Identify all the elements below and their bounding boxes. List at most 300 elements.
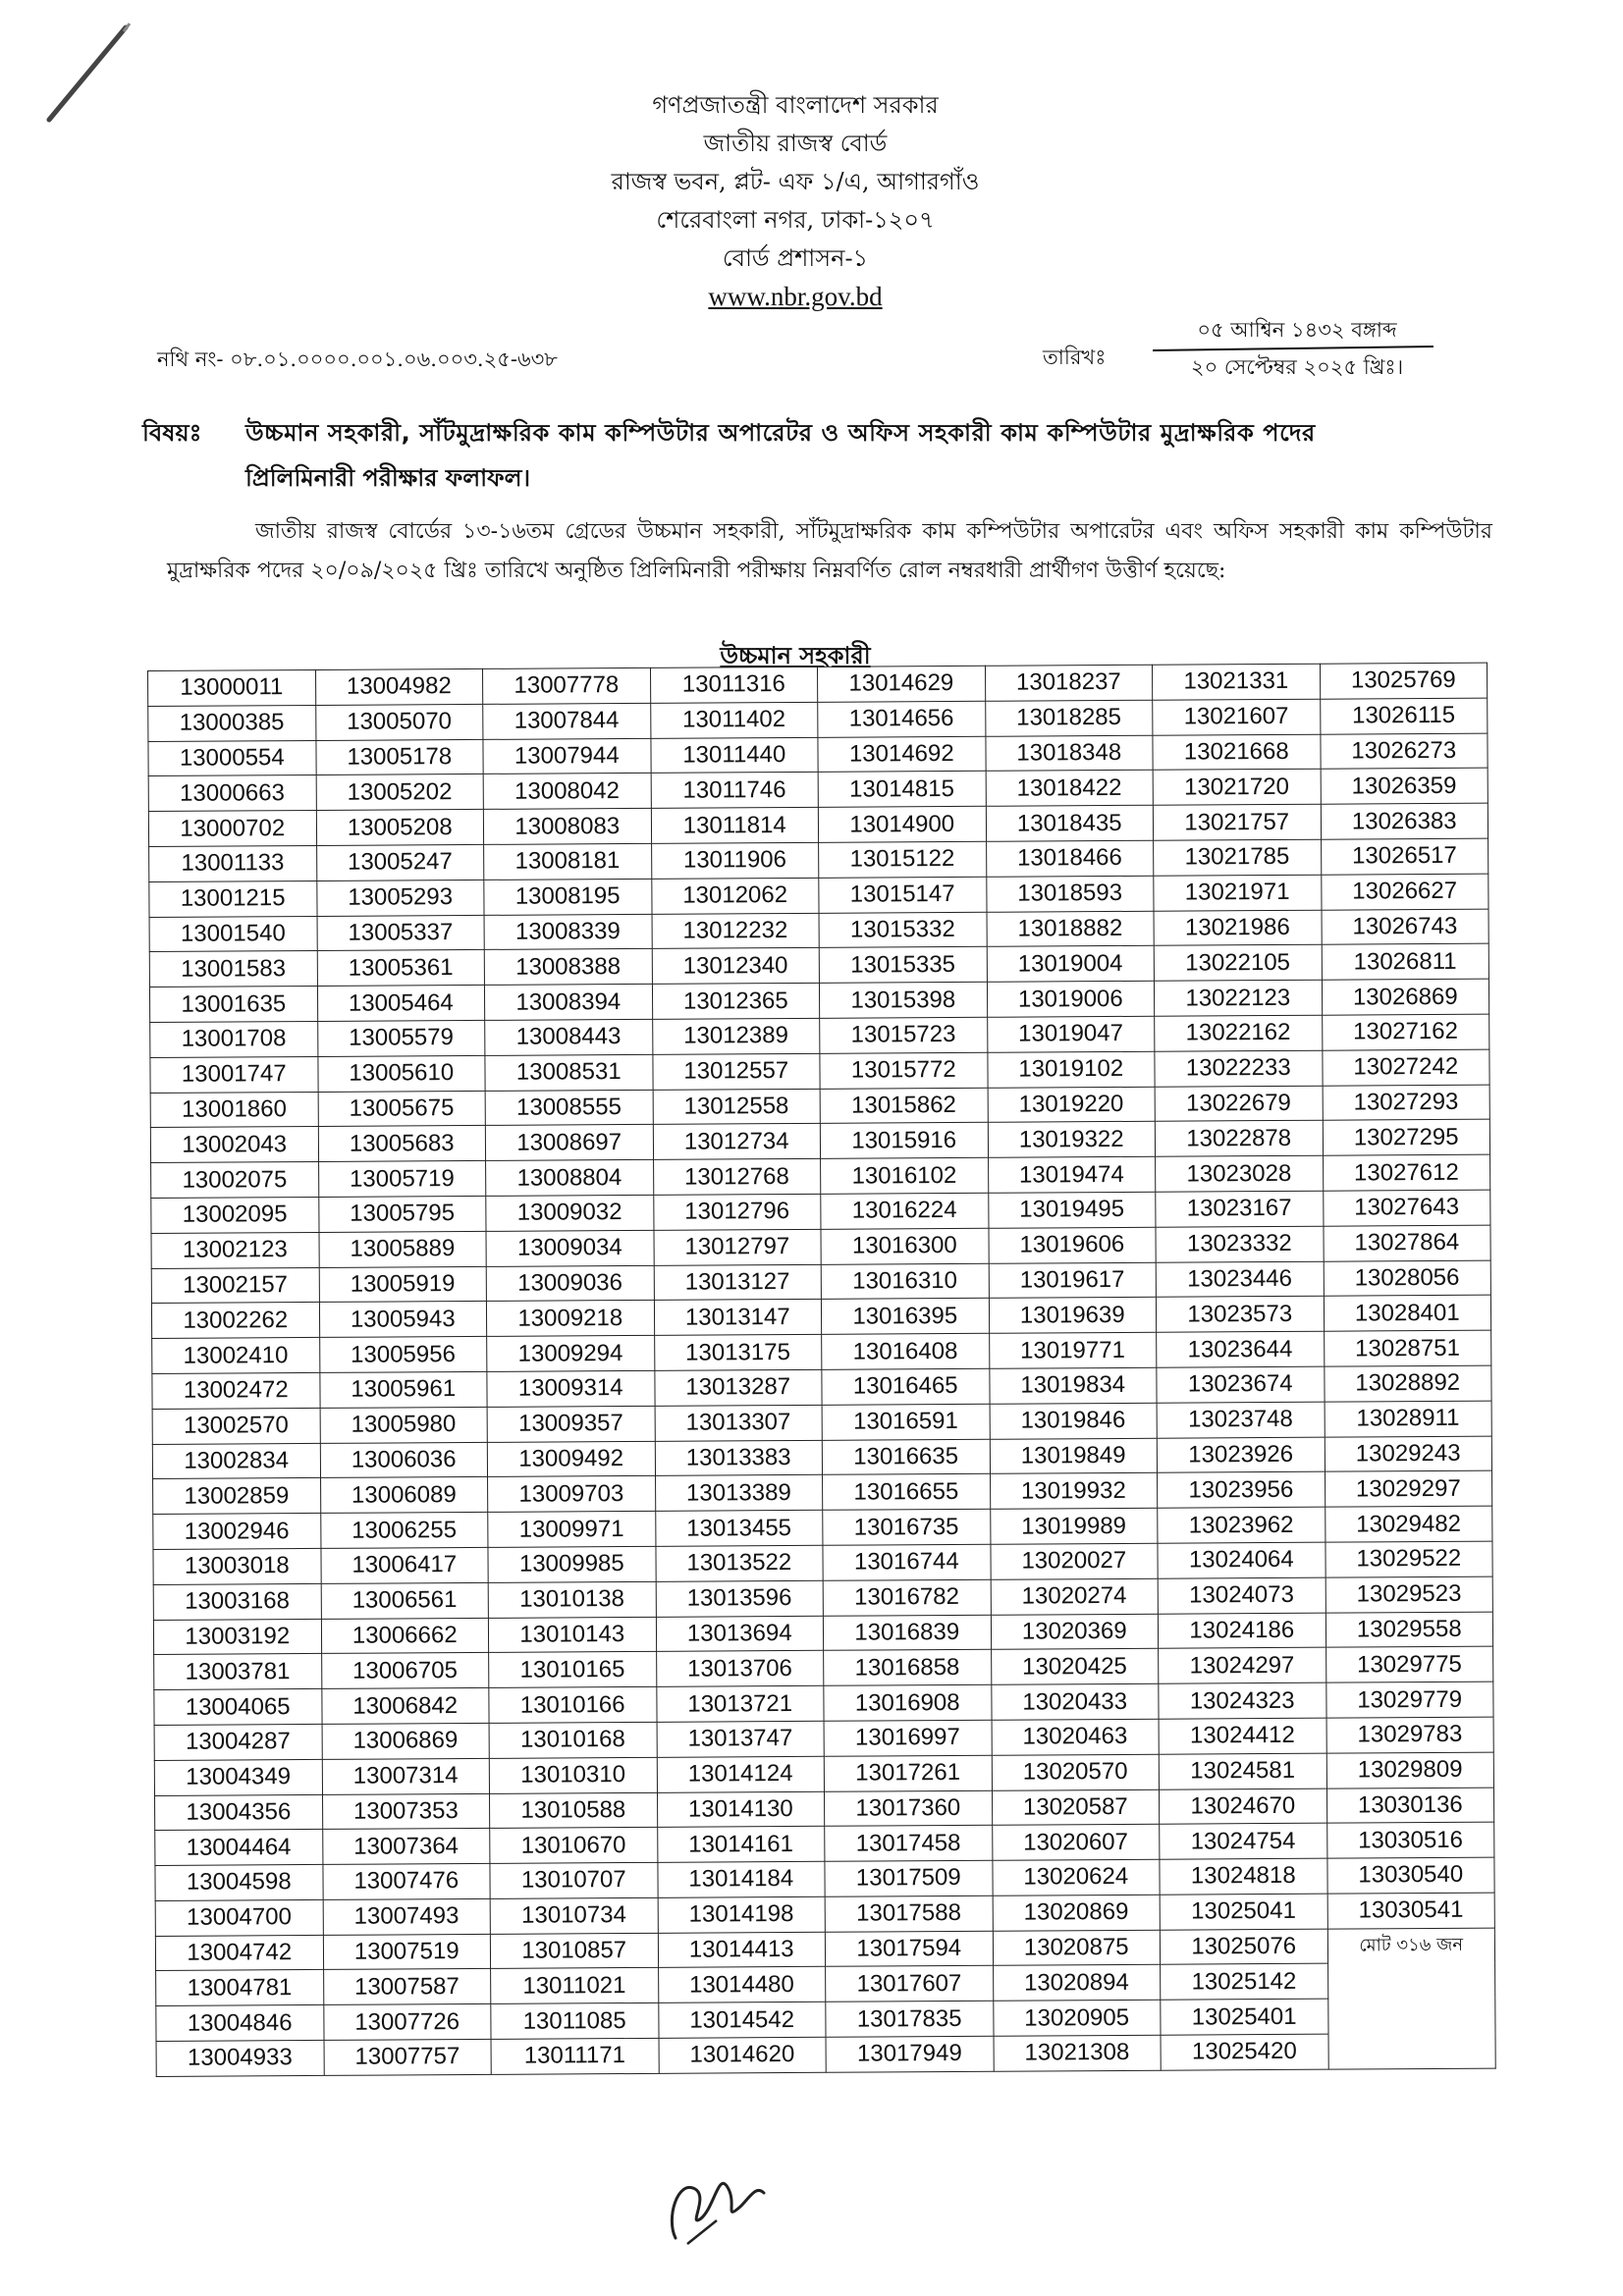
roll-number-cell: 13009492 [487, 1441, 655, 1477]
roll-number-cell: 13008443 [485, 1019, 653, 1055]
roll-number-cell: 13013747 [657, 1721, 825, 1757]
roll-number-cell: 13008042 [483, 774, 651, 810]
roll-number-cell: 13010310 [489, 1757, 657, 1793]
roll-number-cell: 13018435 [986, 805, 1154, 841]
roll-number-cell: 13006842 [321, 1688, 489, 1725]
roll-number-cell: 13029779 [1325, 1682, 1493, 1718]
roll-number-cell: 13016782 [823, 1579, 991, 1616]
roll-number-cell: 13007778 [482, 667, 650, 704]
roll-number-cell: 13029482 [1325, 1506, 1492, 1542]
roll-number-cell: 13022123 [1154, 980, 1322, 1016]
roll-number-cell: 13005610 [317, 1055, 485, 1092]
roll-number-cell: 13014542 [658, 2002, 826, 2039]
roll-number-cell: 13015723 [820, 1017, 988, 1053]
roll-number-cell: 13020433 [991, 1683, 1159, 1720]
roll-number-cell: 13017835 [826, 2002, 994, 2038]
pen-mark [39, 20, 137, 128]
roll-number-cell: 13002123 [151, 1232, 319, 1268]
roll-number-cell: 13015772 [820, 1052, 988, 1089]
roll-number-cell: 13005675 [318, 1091, 486, 1127]
roll-number-cell: 13009034 [486, 1230, 654, 1266]
roll-number-cell: 13021308 [994, 2035, 1162, 2071]
roll-number-cell: 13001635 [149, 987, 317, 1023]
roll-number-cell: 13019322 [988, 1122, 1156, 1158]
roll-number-cell: 13020027 [990, 1543, 1158, 1579]
roll-number-cell: 13020463 [992, 1719, 1160, 1755]
roll-number-cell: 13019989 [990, 1508, 1158, 1544]
roll-number-cell: 13007476 [322, 1863, 490, 1899]
roll-number-cell: 13016310 [821, 1263, 989, 1300]
roll-number-cell: 13005208 [316, 810, 484, 846]
roll-number-cell: 13000663 [148, 775, 316, 812]
roll-number-cell: 13028911 [1325, 1401, 1492, 1437]
roll-number-cell: 13000702 [148, 811, 316, 847]
roll-number-cell: 13003192 [153, 1619, 321, 1655]
roll-number-cell: 13021720 [1153, 770, 1321, 806]
roll-number-cell: 13025401 [1161, 1999, 1328, 2035]
roll-number-cell: 13021607 [1153, 699, 1321, 735]
letterhead [393, 86, 1198, 316]
subject [142, 410, 1488, 492]
roll-number-cell: 13009703 [488, 1476, 656, 1513]
roll-number-cell: 13007364 [322, 1829, 490, 1865]
roll-number-cell: 13014124 [657, 1756, 825, 1792]
roll-number-cell: 13007944 [483, 738, 651, 774]
roll-number-cell: 13003168 [153, 1583, 321, 1620]
roll-number-cell: 13016591 [822, 1404, 990, 1440]
roll-number-cell: 13019771 [989, 1332, 1157, 1368]
roll-number-cell: 13005956 [319, 1337, 487, 1373]
roll-number-cell: 13014198 [658, 1896, 826, 1933]
roll-number-cell: 13012062 [651, 878, 819, 914]
roll-number-cell: 13013721 [656, 1685, 824, 1722]
roll-number-cell: 13020894 [993, 1965, 1161, 2002]
roll-number-cell: 13005795 [318, 1196, 486, 1232]
roll-number-cell: 13021331 [1152, 664, 1320, 700]
roll-number-cell: 13009971 [488, 1511, 656, 1547]
roll-number-cell: 13023962 [1158, 1507, 1325, 1543]
roll-number-cell: 13010143 [488, 1617, 656, 1653]
roll-number-cell: 13023167 [1156, 1191, 1324, 1227]
roll-number-cell: 13012365 [652, 983, 820, 1019]
roll-number-cell: 13022233 [1155, 1050, 1323, 1087]
roll-number-cell: 13017949 [826, 2036, 994, 2072]
roll-number-cell: 13004349 [154, 1759, 322, 1795]
roll-number-cell: 13012389 [652, 1018, 820, 1054]
roll-number-cell: 13018237 [985, 665, 1153, 701]
empty-cell [1327, 1998, 1495, 2034]
date-block [1043, 310, 1435, 389]
roll-number-cell: 13015335 [819, 947, 987, 984]
roll-number-cell: 13013383 [655, 1440, 823, 1476]
roll-number-cell: 13014620 [659, 2037, 827, 2073]
roll-number-cell: 13025420 [1161, 2034, 1328, 2070]
roll-number-cell: 13002095 [151, 1197, 319, 1233]
roll-number-cell: 13017261 [824, 1755, 992, 1791]
roll-number-cell: 13030541 [1327, 1893, 1495, 1929]
roll-number-cell: 13013706 [656, 1651, 824, 1687]
roll-number-cell: 13009357 [487, 1406, 655, 1442]
roll-number-cell: 13014815 [818, 772, 986, 808]
roll-number-cell: 13019102 [987, 1051, 1155, 1088]
roll-number-cell: 13011171 [491, 2038, 659, 2074]
roll-number-cell: 13029783 [1326, 1717, 1494, 1753]
roll-number-cell: 13029775 [1325, 1646, 1493, 1682]
roll-number-cell: 13012232 [652, 913, 820, 949]
roll-number-cell: 13025769 [1320, 663, 1488, 699]
roll-number-cell: 13011402 [650, 702, 818, 738]
roll-number-cell: 13023956 [1158, 1472, 1325, 1509]
roll-number-cell: 13020587 [992, 1789, 1160, 1826]
roll-number-cell: 13014184 [657, 1861, 825, 1897]
empty-cell [1327, 1963, 1495, 2000]
roll-number-cell: 13014656 [818, 701, 986, 737]
roll-number-cell: 13029809 [1326, 1752, 1494, 1789]
roll-number-cell: 13029297 [1325, 1470, 1492, 1507]
roll-number-cell: 13021971 [1154, 875, 1322, 911]
roll-number-cell: 13023446 [1156, 1261, 1324, 1298]
roll-number-cell: 13026383 [1321, 803, 1488, 839]
roll-number-cell: 13009314 [487, 1370, 655, 1407]
roll-number-cell: 13019846 [990, 1403, 1158, 1439]
roll-number-cell: 13005337 [317, 915, 485, 951]
roll-number-cell: 13001708 [150, 1021, 318, 1057]
roll-number-cell: 13009032 [486, 1195, 654, 1231]
roll-number-cell: 13004700 [155, 1899, 323, 1936]
roll-number-cell: 13018882 [987, 911, 1155, 947]
roll-number-cell: 13022105 [1154, 945, 1322, 982]
roll-number-cell: 13016300 [821, 1228, 989, 1264]
roll-number-cell: 13019004 [987, 946, 1155, 983]
roll-number-cell: 13007493 [323, 1898, 491, 1935]
roll-number-cell: 13027612 [1323, 1154, 1490, 1191]
roll-number-cell: 13006561 [321, 1582, 489, 1619]
roll-number-cell: 13007353 [322, 1793, 490, 1830]
roll-number-cell: 13013307 [655, 1405, 823, 1441]
roll-number-cell: 13006255 [320, 1513, 488, 1549]
roll-number-cell: 13006417 [320, 1547, 488, 1583]
roll-number-cell: 13012557 [652, 1053, 820, 1090]
roll-number-cell: 13015147 [819, 877, 987, 913]
roll-number-cell: 13004933 [156, 2041, 324, 2077]
roll-number-cell: 13023926 [1157, 1437, 1325, 1473]
roll-number-cell: 13026273 [1320, 733, 1488, 770]
roll-number-cell: 13012797 [653, 1229, 821, 1265]
roll-number-cell: 13004464 [155, 1830, 323, 1866]
roll-number-cell: 13023748 [1157, 1402, 1325, 1438]
roll-number-cell: 13002472 [152, 1372, 320, 1409]
roll-number-cell: 13028056 [1324, 1260, 1491, 1297]
roll-number-cell: 13024818 [1160, 1858, 1327, 1895]
roll-number-cell: 13005961 [319, 1371, 487, 1408]
roll-number-cell: 13011316 [650, 667, 818, 703]
roll-number-cell: 13000554 [148, 740, 316, 776]
govt-name: গণপ্রজাতন্ত্রী বাংলাদেশ সরকার [652, 91, 939, 119]
roll-number-cell: 13005178 [315, 739, 483, 775]
roll-number-cell: 13014480 [658, 1967, 826, 2003]
roll-number-cell: 13023573 [1156, 1297, 1324, 1333]
roll-number-cell: 13004356 [155, 1794, 323, 1831]
roll-number-cell: 13000385 [148, 705, 316, 741]
roll-number-cell: 13019474 [988, 1156, 1156, 1193]
roll-number-cell: 13029243 [1325, 1436, 1492, 1472]
roll-number-cell: 13024754 [1160, 1823, 1327, 1859]
roll-number-cell: 13019220 [988, 1087, 1156, 1123]
roll-number-cell: 13016735 [823, 1509, 991, 1545]
roll-number-cell: 13000011 [148, 669, 316, 706]
roll-number-cell: 13025076 [1160, 1929, 1327, 1965]
roll-number-cell: 13002043 [150, 1127, 318, 1163]
roll-number-cell: 13005683 [318, 1126, 486, 1162]
table-title: উচ্চমান সহকারী [720, 642, 871, 669]
roll-number-cell: 13002410 [152, 1338, 320, 1374]
roll-number-table [147, 663, 1496, 2077]
roll-number-cell: 13012796 [653, 1194, 821, 1230]
roll-number-cell: 13019495 [988, 1192, 1156, 1228]
roll-number-cell: 13018466 [986, 840, 1154, 877]
roll-number-cell: 13016908 [824, 1684, 992, 1721]
roll-number-cell: 13024412 [1159, 1718, 1326, 1754]
roll-number-cell: 13007844 [483, 703, 651, 739]
roll-number-cell: 13001860 [150, 1092, 318, 1128]
roll-number-cell: 13010670 [490, 1828, 658, 1864]
roll-number-cell: 13022878 [1155, 1121, 1323, 1157]
roll-number-cell: 13008804 [486, 1160, 654, 1197]
roll-number-cell: 13016997 [824, 1720, 992, 1756]
roll-number-cell: 13002859 [153, 1478, 321, 1515]
roll-number-cell: 13001747 [150, 1056, 318, 1093]
roll-number-cell: 13016395 [821, 1299, 989, 1335]
roll-number-cell: 13004065 [154, 1689, 322, 1726]
roll-number-cell: 13005202 [316, 774, 484, 811]
roll-number-cell: 13008555 [485, 1090, 653, 1126]
roll-number-cell: 13029558 [1325, 1612, 1493, 1648]
roll-number-cell: 13007519 [323, 1934, 491, 1970]
roll-number-cell: 13021757 [1153, 804, 1321, 840]
roll-number-cell: 13016858 [824, 1650, 992, 1686]
department: বোর্ড প্রশাসন-১ [722, 244, 869, 272]
website-link[interactable]: www.nbr.gov.bd [708, 282, 883, 311]
roll-number-cell: 13021668 [1153, 734, 1321, 771]
roll-number-cell: 13010165 [489, 1652, 657, 1688]
roll-number-cell: 13026627 [1321, 874, 1488, 910]
roll-number-cell: 13001133 [149, 845, 317, 881]
roll-number-cell: 13020425 [991, 1649, 1159, 1685]
roll-number-cell: 13013596 [656, 1580, 824, 1617]
roll-number-cell: 13019834 [989, 1367, 1157, 1404]
roll-number-cell: 13020624 [992, 1859, 1160, 1896]
roll-number-cell: 13019849 [990, 1438, 1158, 1474]
roll-number-cell: 13010168 [489, 1722, 657, 1758]
roll-number-cell: 13015122 [819, 841, 987, 878]
roll-number-cell: 13006089 [320, 1477, 488, 1514]
roll-number-cell: 13010734 [490, 1897, 658, 1934]
roll-number-cell: 13010857 [490, 1933, 658, 1969]
roll-number-cell: 13026359 [1321, 769, 1488, 805]
roll-number-cell: 13011021 [491, 1968, 659, 2004]
roll-number-cell: 13007726 [323, 2004, 491, 2041]
roll-number-cell: 13027864 [1323, 1225, 1490, 1261]
roll-number-cell: 13022162 [1155, 1015, 1323, 1051]
roll-number-cell: 13013455 [655, 1510, 823, 1546]
roll-number-cell: 13016408 [822, 1333, 990, 1369]
roll-number-cell: 13025142 [1161, 1964, 1328, 2001]
roll-number-cell: 13004846 [156, 2005, 324, 2042]
roll-number-cell: 13020875 [993, 1930, 1161, 1966]
roll-number-cell: 13017360 [824, 1790, 992, 1827]
roll-number-cell: 13002946 [153, 1514, 321, 1550]
roll-number-cell: 13011440 [650, 737, 818, 774]
roll-number-cell: 13011746 [651, 773, 819, 809]
roll-number-cell: 13010166 [489, 1686, 657, 1723]
roll-number-cell: 13028401 [1324, 1295, 1491, 1331]
roll-number-cell: 13018422 [986, 771, 1154, 807]
roll-number-cell: 13019606 [988, 1227, 1156, 1263]
roll-number-cell: 13011906 [651, 842, 819, 879]
roll-number-cell: 13005889 [318, 1231, 486, 1267]
subject-line-1: উচ্চমান সহকারী, সাঁটমুদ্রাক্ষরিক কাম কম্পিউটার অপারেটর ও অফিস সহকারী কাম কম্পিউটার মুদ্রাক্ষরিক পদের [245, 419, 1316, 447]
roll-number-cell: 13030136 [1326, 1788, 1494, 1824]
roll-number-cell: 13019047 [987, 1016, 1155, 1052]
roll-number-cell: 13016465 [822, 1368, 990, 1405]
roll-number-cell: 13002834 [152, 1443, 320, 1479]
roll-number-cell: 13020905 [993, 2001, 1161, 2037]
roll-number-cell: 13024064 [1158, 1542, 1325, 1578]
roll-number-cell: 13014629 [817, 666, 985, 702]
roll-number-cell: 13016839 [823, 1615, 991, 1651]
memo-number: নথি নং- ০৮.০১.০০০০.০০১.০৬.০০৩.২৫-৬৩৮ [157, 347, 558, 371]
roll-number-cell: 13026517 [1321, 838, 1488, 875]
roll-number-cell: 13024073 [1158, 1577, 1325, 1614]
roll-number-cell: 13007757 [324, 2039, 492, 2075]
date-bangla: ০৫ আশ্বিন ১৪৩২ বঙ্গাব্দ [1197, 318, 1397, 342]
roll-number-cell: 13017509 [825, 1860, 993, 1896]
roll-number-cell: 13019006 [987, 981, 1155, 1017]
roll-number-cell: 13029522 [1325, 1541, 1492, 1577]
board-name: জাতীয় রাজস্ব বোর্ড [703, 130, 888, 157]
roll-number-cell: 13008388 [484, 949, 652, 986]
roll-number-cell: 13024323 [1159, 1682, 1326, 1719]
roll-number-cell: 13027293 [1323, 1085, 1490, 1121]
roll-number-cell: 13009294 [487, 1336, 655, 1372]
roll-number-cell: 13022679 [1155, 1086, 1323, 1122]
address-line-2: শেরেবাংলা নগর, ঢাকা-১২০৭ [656, 206, 935, 234]
roll-number-cell: 13001583 [149, 951, 317, 988]
roll-number-cell: 13004781 [156, 1970, 324, 2006]
roll-number-cell: 13017594 [825, 1931, 993, 1967]
roll-number-cell: 13016635 [822, 1439, 990, 1475]
signature [658, 2150, 776, 2258]
roll-number-cell: 13017607 [826, 1966, 994, 2002]
roll-number-cell: 13004287 [154, 1724, 322, 1760]
roll-number-cell: 13025041 [1160, 1894, 1327, 1930]
roll-number-cell: 13005070 [315, 704, 483, 740]
roll-number-cell: 13001540 [149, 916, 317, 952]
address-line-1: রাজস্ব ভবন, প্লট- এফ ১/এ, আগারগাঁও [611, 168, 980, 195]
roll-number-cell: 13021785 [1154, 839, 1322, 876]
empty-cell [1328, 2033, 1496, 2069]
roll-number-cell: 13012558 [653, 1089, 821, 1125]
roll-number-cell: 13020369 [991, 1614, 1159, 1650]
roll-number-cell: 13007587 [323, 1969, 491, 2005]
roll-number-cell: 13007314 [322, 1758, 490, 1794]
roll-number-cell: 13023028 [1156, 1155, 1324, 1192]
roll-number-cell: 13014900 [818, 806, 986, 842]
roll-number-cell: 13026811 [1322, 944, 1489, 981]
roll-number-cell: 13015862 [820, 1088, 988, 1124]
roll-number-cell: 13013175 [654, 1334, 822, 1370]
roll-number-cell: 13006869 [322, 1723, 490, 1759]
roll-number-cell: 13029523 [1325, 1576, 1493, 1613]
roll-number-cell: 13013287 [654, 1369, 822, 1406]
roll-number-cell: 13012734 [653, 1124, 821, 1160]
roll-number-cell: 13023332 [1156, 1226, 1324, 1262]
roll-number-cell: 13019932 [990, 1473, 1158, 1510]
roll-number-cell: 13026115 [1320, 698, 1488, 734]
roll-number-cell: 13023644 [1157, 1331, 1325, 1367]
roll-number-cell: 13002570 [152, 1408, 320, 1444]
roll-number-cell: 13009036 [486, 1265, 654, 1302]
roll-number-cell: 13009218 [486, 1301, 654, 1337]
roll-number-cell: 13030516 [1326, 1822, 1494, 1858]
roll-number-cell: 13017458 [825, 1826, 993, 1862]
roll-number-cell: 13010707 [490, 1862, 658, 1898]
roll-number-cell: 13023674 [1157, 1366, 1325, 1403]
roll-number-cell: 13024670 [1159, 1789, 1326, 1825]
roll-number-cell: 13006036 [320, 1442, 488, 1478]
roll-number-cell: 13008697 [485, 1125, 653, 1161]
roll-number-cell: 13005719 [318, 1161, 486, 1198]
roll-number-cell: 13019639 [989, 1298, 1157, 1334]
roll-number-cell: 13026869 [1322, 979, 1489, 1015]
roll-number-cell: 13020607 [992, 1825, 1160, 1861]
roll-number-cell: 13015332 [819, 912, 987, 948]
roll-number-cell: 13008394 [484, 985, 652, 1021]
roll-number-cell: 13005247 [316, 844, 484, 881]
roll-number-cell: 13014161 [657, 1827, 825, 1863]
roll-number-cell: 13018285 [985, 700, 1153, 736]
roll-number-cell: 13027242 [1322, 1049, 1489, 1086]
roll-number-cell: 13009985 [488, 1546, 656, 1582]
roll-number-cell: 13008181 [484, 843, 652, 880]
roll-number-cell: 13024581 [1159, 1753, 1326, 1789]
date-label: তারিখঃ [1043, 346, 1107, 369]
roll-number-cell: 13013147 [654, 1300, 822, 1336]
roll-number-cell: 13028892 [1324, 1365, 1491, 1402]
roll-number-cell: 13028751 [1324, 1330, 1491, 1366]
roll-number-cell: 13020869 [993, 1895, 1161, 1931]
roll-number-cell: 13010588 [489, 1792, 657, 1829]
roll-number-cell: 13002262 [151, 1303, 319, 1339]
roll-number-cell: 13005464 [317, 986, 485, 1022]
roll-number-cell: 13021986 [1154, 910, 1322, 946]
roll-number-cell: 13013694 [656, 1616, 824, 1652]
roll-number-cell: 13020274 [991, 1578, 1159, 1615]
roll-number-cell: 13012340 [652, 948, 820, 985]
roll-number-cell: 13011085 [491, 2003, 659, 2040]
roll-number-cell: 13005579 [317, 1020, 485, 1056]
roll-number-cell: 13006705 [321, 1653, 489, 1689]
roll-number-cell: 13018348 [985, 735, 1153, 772]
roll-number-cell: 13010138 [488, 1581, 656, 1618]
roll-number-cell: 13005361 [317, 950, 485, 987]
roll-number-cell: 13008083 [483, 809, 651, 845]
roll-number-cell: 13012768 [653, 1158, 821, 1195]
roll-number-cell: 13004982 [315, 668, 483, 705]
roll-number-cell: 13014413 [658, 1932, 826, 1968]
roll-number-cell: 13026743 [1322, 909, 1489, 945]
roll-number-cell: 13008339 [484, 914, 652, 950]
